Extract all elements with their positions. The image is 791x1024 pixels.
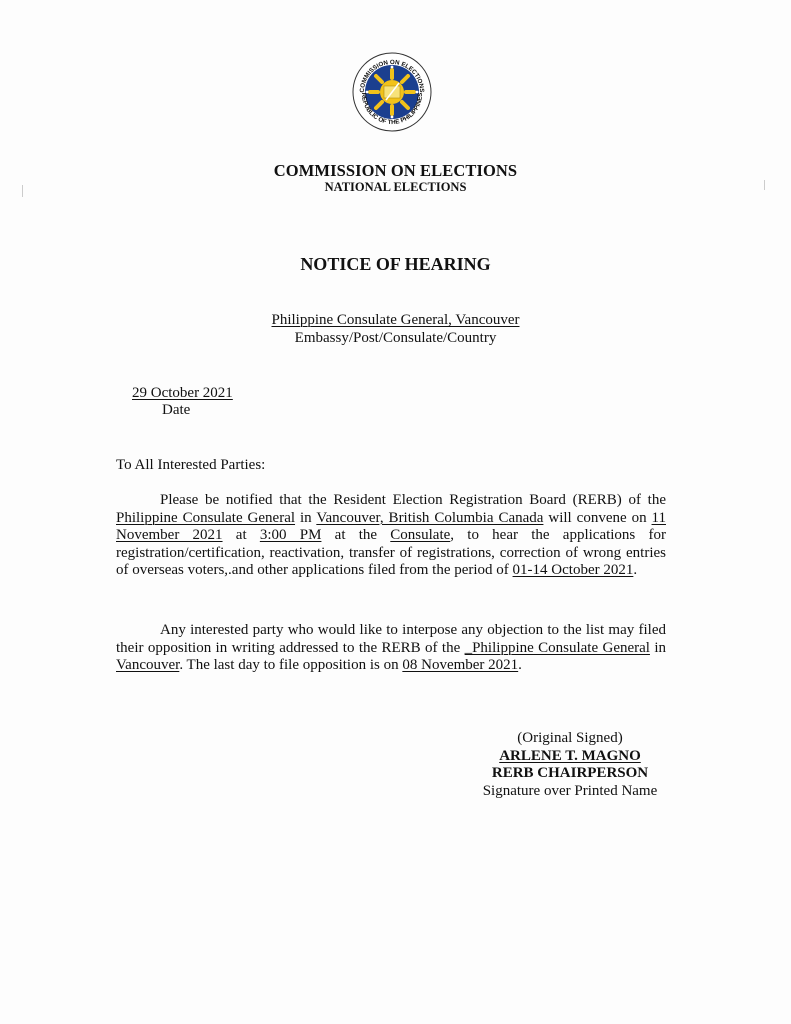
signature-note: (Original Signed)	[517, 730, 623, 746]
date-value: 29 October 2021	[132, 385, 233, 401]
comelec-seal	[352, 52, 432, 132]
hearing-venue: Consulate	[390, 527, 451, 544]
opposition-paragraph	[116, 622, 666, 675]
text: in	[649, 639, 666, 656]
organization-name: COMMISSION ON ELECTIONS	[273, 161, 518, 180]
signature-caption: Signature over Printed Name	[482, 782, 658, 799]
hearing-time: 3:00 PM	[259, 527, 322, 544]
organization-subtitle: NATIONAL ELECTIONS	[324, 180, 467, 194]
salutation: To All Interested Parties:	[116, 457, 266, 473]
notice-paragraph	[116, 492, 666, 580]
signatory-name	[470, 748, 670, 766]
text: Please be notified that the Resident Election Registration Board (RERB) of the	[160, 492, 666, 508]
post-value-text: Philippine Consulate General, Vancouver	[271, 312, 520, 328]
signatory-name-text: ARLENE T. MAGNO	[499, 747, 641, 764]
text: at the	[321, 527, 391, 544]
text: will convene on	[543, 509, 652, 526]
text: . The last day to file opposition is on	[179, 657, 403, 674]
text: .	[518, 657, 522, 674]
text: .	[633, 562, 638, 579]
hearing-date: 11 November 2021	[116, 509, 666, 544]
svg-text:REPUBLIC OF THE PHILIPPINES: REPUBLIC OF THE PHILIPPINES	[359, 92, 425, 127]
text: Any interested party who would like to interpose any objection to the list may filed their opposition in writing addressed to the RERB of the	[116, 622, 666, 656]
text: in	[295, 509, 317, 526]
signature-block	[470, 730, 670, 800]
office-name: _Philippine Consulate General	[464, 639, 650, 656]
filing-period: 01-14 October 2021	[512, 562, 634, 579]
office-location: Vancouver	[116, 657, 180, 674]
post-value	[0, 312, 791, 329]
seal-emblem-icon	[352, 52, 432, 132]
scan-mark	[22, 185, 23, 197]
svg-text:COMMISSION ON ELECTIONS: COMMISSION ON ELECTIONS	[358, 58, 426, 93]
opposition-deadline: 08 November 2021	[402, 657, 519, 674]
office-name: Philippine Consulate General	[116, 509, 296, 526]
date-label: Date	[162, 402, 191, 418]
scan-mark	[764, 180, 765, 190]
document-title: NOTICE OF HEARING	[300, 254, 491, 274]
signatory-title: RERB CHAIRPERSON	[491, 765, 649, 781]
office-location: Vancouver, British Columbia Canada	[316, 509, 544, 526]
text: at	[222, 527, 260, 544]
post-label: Embassy/Post/Consulate/Country	[294, 330, 497, 346]
date-block	[132, 385, 233, 419]
text: , to hear the applications for registration/certification, reactivation, transfer of registrations, correction of wrong entries of overseas voters,.and other applications filed from the period of	[116, 527, 666, 579]
